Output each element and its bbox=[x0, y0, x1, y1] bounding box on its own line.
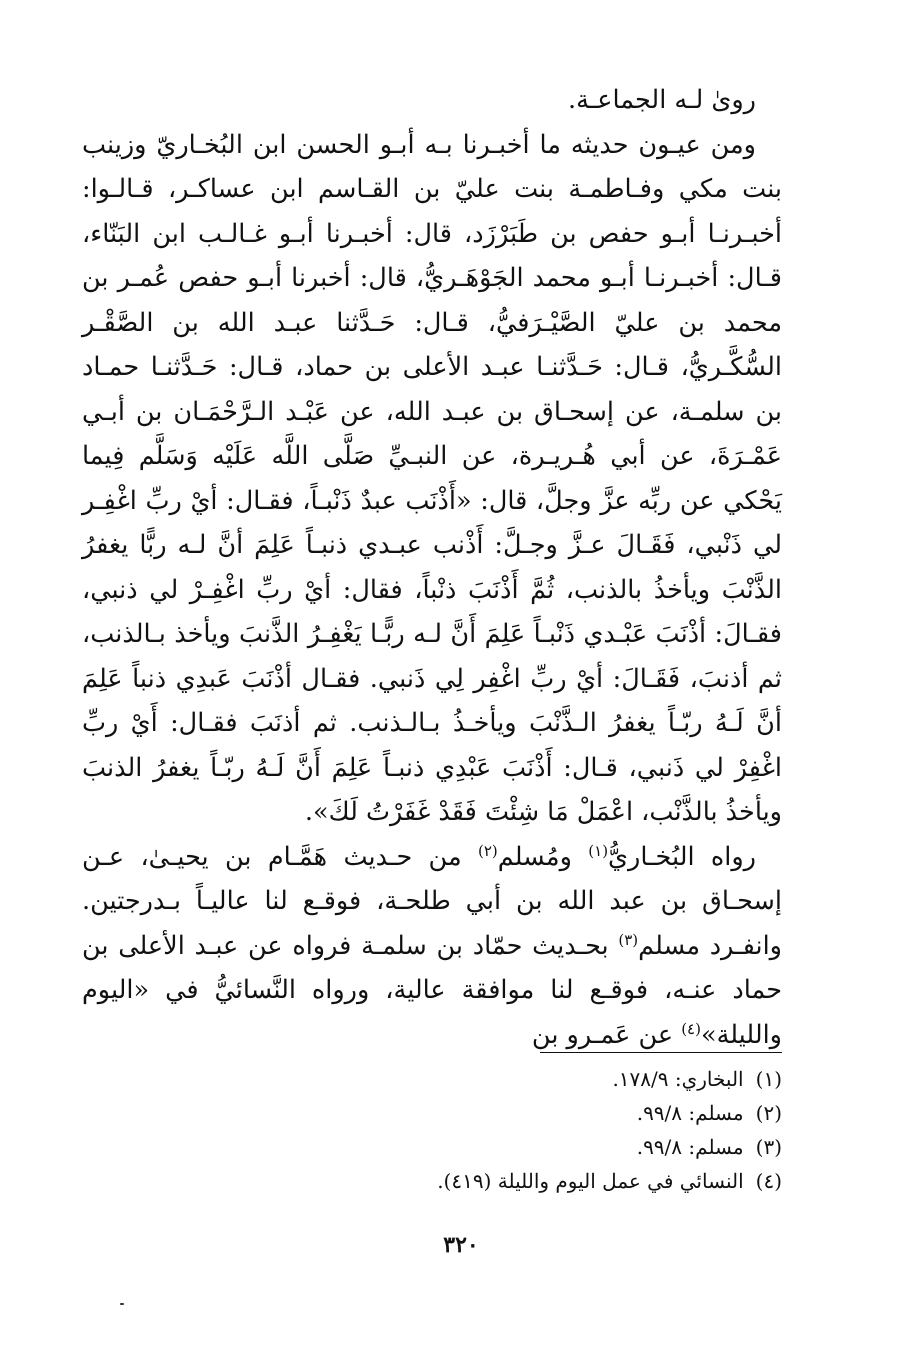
footnotes bbox=[300, 1062, 782, 1198]
footnote-number: (٢) bbox=[755, 1101, 782, 1125]
paragraph-3-segment: من حـديث هَمَّـام بن يحيـیٰ، عـن إسحـاق بن عبد الله بن أبي طلحـة، فوقـع لنا عاليـاً بـدرجتين. وانفـرد مسلم bbox=[82, 841, 782, 961]
paragraph-3-segment: بحـديث حمّاد بن سلمـة فرواه عن عبـد الأعلى بن حماد عنـه، فوقـع لنا موافقة عالية، ورواه النَّسائيُّ في «اليوم والليلة» bbox=[82, 930, 782, 1050]
scan-speck bbox=[120, 1303, 124, 1305]
footnote-1 bbox=[300, 1062, 782, 1096]
main-text bbox=[82, 78, 782, 1057]
footnote-text: النسائي في عمل اليوم والليلة (٤١٩). bbox=[437, 1169, 744, 1193]
paragraph-3-segment: ومُسلم bbox=[497, 841, 589, 872]
footnote-2 bbox=[300, 1096, 782, 1130]
footnote-separator bbox=[540, 1052, 782, 1053]
footnote-ref-1: (١) bbox=[588, 841, 609, 860]
footnote-number: (١) bbox=[755, 1067, 782, 1091]
footnote-text: البخاري: ١٧٨/٩. bbox=[612, 1067, 744, 1091]
footnote-number: (٣) bbox=[755, 1135, 782, 1159]
footnote-number: (٤) bbox=[755, 1169, 782, 1193]
footnote-3 bbox=[300, 1130, 782, 1164]
paragraph-3 bbox=[82, 835, 782, 1058]
paragraph-2: ومن عيـون حديثه ما أخبـرنا بـه أبـو الحسن ابن البُخـاريّ وزينب بنت مكي وفـاطمـة بنت عليّ بن القـاسم ابن عساكـر، قـالـوا: أخبـرنـا أبـو حفص بن طَبَرْزَد، قال: أخبـرنا أبـو غـالـب ابن البَنّاء، قـال: أخبـرنـا أبـو محمد الجَوْهَـريُّ، قال: أخبرنا أبـو حفص عُمـر بن محمد بن عليّ الصَّيْـرَفيُّ، قـال: حَـدَّثنا عبـد الله بن الصَّقْـر السُّكَّـريُّ، قـال: حَـدَّثنـا عبـد الأعلى بن حماد، قـال: حَـدَّثنـا حمـاد بن سلمـة، عن إسحـاق بن عبـد الله، عن عَبْـد الـرَّحْمَـان بن أبـي عَمْـرَةَ، عن أبي هُـريـرة، عن النبـيِّ صَلَّى اللَّه عَلَيْه وَسَلَّم فِيما يَحْكي عن ربِّه عزَّ وجلَّ، قال: «أَذْنَب عبدٌ ذَنْبـاً، فقـال: أيْ ربِّ اغْفِـر لي ذَنْبي، فَقَـالَ عـزَّ وجـلَّ: أَذْنب عبـدي ذنبـاً عَلِمَ أنَّ لـه ربًّا يغفرُ الذَّنْبَ ويأخذُ بالذنب، ثُمَّ أَذْنَبَ ذنْباً، فقال: أيْ ربِّ اغْفِـرْ لي ذنبي، فقـالَ: أذْنَبَ عَبْـدي ذَنْبـاً عَلِمَ أَنَّ لـه ربًّـا يَغْفِـرُ الذَّنبَ ويأخذ بـالذنب، ثم أذنبَ، فَقَـالَ: أيْ ربِّ اغْفِر لِي ذَنبي. فقـال أذْنَبَ عَبدِي ذنباً عَلِمَ أنَّ لَـهُ ربّـاً يغفرُ الـذَّنْبَ ويأخـذُ بـالـذنب. ثم أذنَبَ فقـال: أَيْ ربِّ اغْفِرْ لي ذَنبي، قـال: أَذْنَبَ عَبْدِي ذنبـاً عَلِمَ أَنَّ لَـهُ ربّـاً يغفرُ الذنبَ ويأخذُ بالذَّنْب، اعْمَلْ مَا شِئْتَ فَقَدْ غَفَرْتُ لَكَ». bbox=[82, 129, 782, 827]
paragraph-3-segment: رواه البُخـاريُّ bbox=[608, 841, 756, 872]
paragraph-3-segment: عن عَمـرو بن bbox=[531, 1019, 682, 1050]
footnote-text: مسلم: ٩٩/٨. bbox=[636, 1135, 744, 1159]
footnote-ref-2: (٢) bbox=[477, 841, 498, 860]
paragraph-1: رویٰ لـه الجماعـة. bbox=[567, 85, 756, 115]
footnote-text: مسلم: ٩٩/٨. bbox=[636, 1101, 744, 1125]
page-number: ٣٢٠ bbox=[443, 1232, 479, 1258]
footnote-ref-4: (٤) bbox=[681, 1019, 701, 1038]
footnote-ref-3: (٣) bbox=[618, 930, 639, 949]
footnote-4 bbox=[300, 1164, 782, 1198]
